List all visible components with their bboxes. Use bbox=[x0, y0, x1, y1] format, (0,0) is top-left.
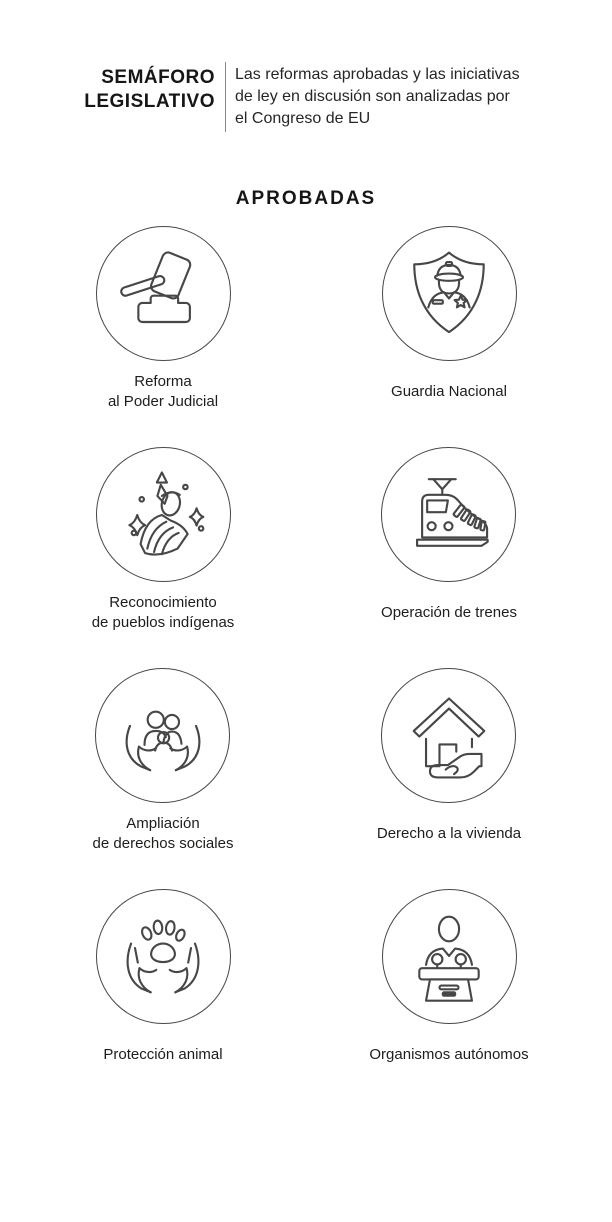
item-label-line: de pueblos indígenas bbox=[91, 614, 235, 631]
page-title-line1: SEMÁFORO bbox=[101, 67, 215, 88]
item-derecho-vivienda bbox=[377, 668, 521, 856]
item-guardia-nacional bbox=[382, 226, 517, 414]
subtitle-line: de ley en discusión son analizadas por bbox=[235, 88, 510, 105]
item-operacion-trenes bbox=[381, 447, 517, 635]
item-label-line: Derecho a la vivienda bbox=[376, 825, 522, 842]
item-label-line: Protección animal bbox=[103, 1046, 223, 1063]
item-label-line: Guardia Nacional bbox=[391, 383, 507, 400]
item-organismos-autonomos bbox=[369, 889, 528, 1077]
family-in-hands-icon bbox=[95, 668, 230, 803]
item-label-line: de derechos sociales bbox=[92, 835, 234, 852]
header bbox=[0, 62, 612, 132]
item-label-line: Reforma bbox=[134, 373, 192, 390]
speaker-at-podium-icon bbox=[382, 889, 517, 1024]
item-label bbox=[391, 370, 507, 414]
approved-items-grid bbox=[20, 226, 592, 1077]
train-icon bbox=[381, 447, 516, 582]
section-title-aprobadas: APROBADAS bbox=[235, 188, 377, 209]
item-derechos-sociales bbox=[93, 668, 234, 856]
page-title-line2: LEGISLATIVO bbox=[84, 91, 215, 112]
subtitle-line: el Congreso de EU bbox=[235, 110, 371, 127]
item-label bbox=[369, 1033, 528, 1077]
item-label-line: Organismos autónomos bbox=[369, 1046, 529, 1063]
item-label bbox=[103, 1033, 222, 1077]
paw-in-hands-icon bbox=[96, 889, 231, 1024]
header-subtitle bbox=[226, 62, 537, 132]
item-label bbox=[108, 370, 218, 414]
item-label bbox=[92, 591, 235, 635]
item-proteccion-animal bbox=[96, 889, 231, 1077]
page-title bbox=[75, 62, 225, 132]
indigenous-person-icon bbox=[96, 447, 231, 582]
house-in-hand-icon bbox=[381, 668, 516, 803]
police-officer-badge-icon bbox=[382, 226, 517, 361]
gavel-icon bbox=[96, 226, 231, 361]
item-label bbox=[377, 812, 521, 856]
item-label bbox=[381, 591, 517, 635]
item-pueblos-indigenas bbox=[92, 447, 235, 635]
item-label-line: Reconocimiento bbox=[109, 594, 217, 611]
item-label-line: Operación de trenes bbox=[381, 604, 517, 621]
item-label-line: al Poder Judicial bbox=[107, 393, 219, 410]
item-label-line: Ampliación bbox=[126, 815, 200, 832]
item-reforma-poder-judicial bbox=[96, 226, 231, 414]
item-label bbox=[93, 812, 234, 856]
subtitle-line: Las reformas aprobadas y las iniciativas bbox=[235, 66, 520, 83]
